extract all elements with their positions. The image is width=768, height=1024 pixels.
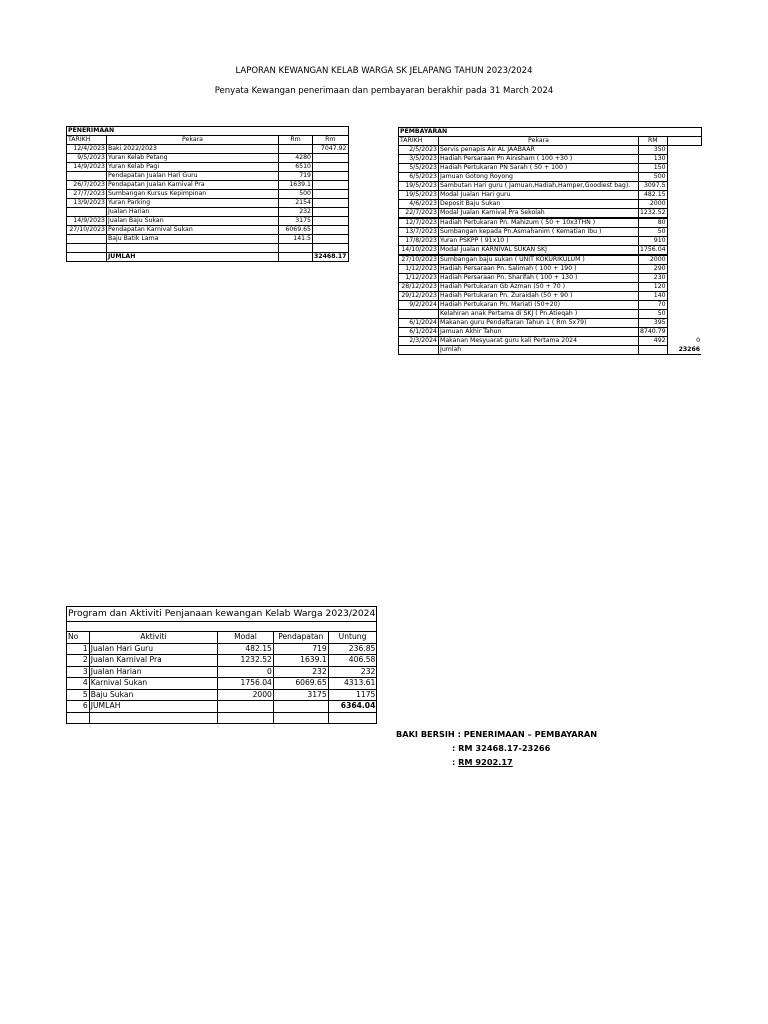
- profit-cell: 6364.04: [328, 701, 377, 713]
- item-cell: Sambutan Hari guru ( Jamuan,Hadiah,Hamper,Goodiest bag).: [439, 182, 639, 191]
- pembayaran-heading-row: [399, 128, 702, 137]
- item-cell: Baki 2022/2023: [107, 145, 279, 154]
- item-cell: Hadiah Persaraan Pn Ainisham ( 100 +30 ): [439, 155, 639, 164]
- no-cell: 6: [67, 701, 90, 713]
- date-cell: [67, 235, 107, 244]
- income-cell: 232: [273, 666, 328, 678]
- table-row: [399, 346, 702, 355]
- income-cell: 1639.1: [273, 655, 328, 667]
- table-row: [399, 255, 702, 265]
- date-cell: 22/7/2023: [399, 209, 439, 219]
- date-cell: 14/9/2023: [67, 217, 107, 226]
- total-cell: [667, 246, 701, 256]
- total-cell: [313, 208, 349, 217]
- table-row: [67, 689, 377, 701]
- total-cell: [667, 182, 701, 191]
- item-cell: Hadiah Persaraan Pn. Salimah ( 100 + 190 ): [439, 265, 639, 274]
- penerimaan-table: [66, 126, 349, 262]
- amount-cell: 1756.04: [640, 246, 666, 253]
- no-cell: 4: [67, 678, 90, 690]
- amount-cell: 8740.79: [640, 328, 666, 335]
- profit-cell: 4313.61: [328, 678, 377, 690]
- empty-cell: [328, 712, 377, 724]
- modal-cell: 482.15: [218, 643, 274, 655]
- amount-cell: 140: [639, 292, 668, 301]
- date-cell: 1/12/2023: [399, 265, 439, 274]
- amount-cell: 719: [279, 172, 313, 181]
- table-row: [67, 163, 349, 172]
- amount-cell: 500: [639, 173, 668, 182]
- date-cell: [67, 253, 107, 262]
- item-cell: Yuran PSKPP ( 91x10 ): [439, 237, 639, 246]
- date-cell: 2/3/2024: [399, 337, 439, 346]
- amount-cell: 500: [279, 190, 313, 199]
- item-cell: Pendapatan Karnival Sukan: [107, 226, 279, 235]
- table-row: [399, 319, 702, 328]
- table-row: [67, 172, 349, 181]
- date-cell: 27/7/2023: [67, 190, 107, 199]
- amount-cell: [279, 145, 313, 154]
- item-cell: Jamuan Gotong Royong: [439, 173, 639, 182]
- item-cell: Deposit Baju Sukan: [439, 200, 639, 209]
- no-cell: 3: [67, 666, 90, 678]
- item-cell: Sumbangan kepada Pn.Asmahanim ( Kematian Ibu ): [439, 228, 639, 237]
- item-cell: [107, 244, 279, 253]
- pembayaran-heading: PEMBAYARAN: [399, 128, 702, 137]
- activity-cell: Jualan Karnival Pra: [89, 655, 217, 667]
- amount-cell: 232: [279, 208, 313, 217]
- total-cell: [667, 255, 701, 265]
- no-cell: 1: [67, 643, 90, 655]
- table-row: [67, 666, 377, 678]
- amount-cell: 50: [639, 228, 668, 237]
- profit-cell: 236.85: [328, 643, 377, 655]
- baki-result-prefix: :: [452, 757, 459, 767]
- table-row: [67, 643, 377, 655]
- item-cell: Hadiah Pertukaran Gb Azman (50 + 70 ): [439, 283, 639, 292]
- item-cell: Yuran Kelab Petang: [107, 154, 279, 163]
- total-cell: [313, 172, 349, 181]
- date-cell: 2/5/2023: [399, 146, 439, 155]
- amount-cell: 6069.65: [279, 226, 313, 235]
- total-cell: 23266: [667, 346, 701, 355]
- column-header: Pekara: [439, 137, 639, 146]
- spacer-row: [67, 622, 377, 632]
- amount-cell: 6510: [279, 163, 313, 172]
- activity-cell: Jualan Harian: [89, 666, 217, 678]
- amount-cell: [279, 253, 313, 262]
- table-row: [67, 181, 349, 190]
- item-cell: Jualan Harian: [107, 208, 279, 217]
- total-cell: 32468.17: [314, 253, 347, 260]
- modal-cell: 1756.04: [218, 678, 274, 690]
- item-cell: Modal Jualan Karnival Pra Sekolah: [439, 209, 639, 219]
- item-cell: Sumbangan baju sukan ( UNIT KOKURIKULUM ): [439, 255, 639, 265]
- table-row: [399, 155, 702, 164]
- total-cell: 7047.92: [313, 145, 349, 154]
- table-row: [67, 208, 349, 217]
- profit-cell: 232: [328, 666, 377, 678]
- item-cell: JUMLAH: [107, 253, 279, 262]
- item-cell: Modal Jualan Hari guru: [439, 191, 639, 200]
- program-table: [66, 606, 377, 724]
- empty-row: [67, 712, 377, 724]
- date-cell: 5/5/2023: [399, 164, 439, 173]
- table-row: [399, 337, 702, 346]
- table-row: [399, 265, 702, 274]
- penerimaan-heading: PENERIMAAN: [67, 127, 349, 136]
- total-cell: [667, 328, 701, 337]
- income-cell: [273, 701, 328, 713]
- total-cell: [667, 283, 701, 292]
- column-header: Rm: [279, 136, 313, 145]
- item-cell: Pendapatan Jualan Karnival Pra: [107, 181, 279, 190]
- amount-cell: 70: [639, 301, 668, 310]
- total-cell: [667, 310, 701, 319]
- empty-cell: [89, 712, 217, 724]
- total-cell: [667, 228, 701, 237]
- table-row: [399, 301, 702, 310]
- column-header: Pekara: [107, 136, 279, 145]
- baki-bersih: [396, 727, 597, 769]
- item-cell: Makanan Mesyuarat guru kali Pertama 2024: [439, 337, 639, 346]
- date-cell: 19/5/2023: [399, 182, 439, 191]
- spacer-cell: [67, 622, 377, 632]
- amount-cell: 3097.5: [639, 182, 668, 191]
- item-cell: Makanan guru Pendaftaran Tahun 1 ( Rm 5x79): [439, 319, 639, 328]
- no-cell: 2: [67, 655, 90, 667]
- total-cell: [667, 265, 701, 274]
- pembayaran-header-row: [399, 137, 702, 146]
- amount-cell: 3175: [279, 217, 313, 226]
- date-cell: 12/7/2023: [399, 218, 439, 228]
- date-cell: 28/12/2023: [399, 283, 439, 292]
- item-cell: Modal Jualan KARNIVAL SUKAN SKJ: [439, 246, 639, 256]
- program-title: Program dan Aktiviti Penjanaan kewangan Kelab Warga 2023/2024: [67, 607, 377, 622]
- date-cell: 6/5/2023: [399, 173, 439, 182]
- activity-cell: Karnival Sukan: [89, 678, 217, 690]
- penerimaan-heading-row: [67, 127, 349, 136]
- amount-cell: 4280: [279, 154, 313, 163]
- total-cell: [313, 181, 349, 190]
- program-header-row: [67, 632, 377, 644]
- activity-cell: Jualan Hari Guru: [89, 643, 217, 655]
- penerimaan-header-row: [67, 136, 349, 145]
- table-row: [67, 253, 349, 262]
- item-cell: Baju Batik Lama: [107, 235, 279, 244]
- date-cell: 3/5/2023: [399, 155, 439, 164]
- total-cell: [667, 164, 701, 173]
- table-row: [399, 218, 702, 228]
- table-row: [399, 146, 702, 155]
- total-cell: [313, 154, 349, 163]
- baki-result: [396, 755, 597, 769]
- item-cell: Yuran Parking: [107, 199, 279, 208]
- table-row: [67, 701, 377, 713]
- table-row: [67, 190, 349, 199]
- income-cell: 719: [273, 643, 328, 655]
- amount-cell: 350: [639, 146, 668, 155]
- amount-cell: 120: [639, 283, 668, 292]
- table-row: [67, 226, 349, 235]
- report-title: LAPORAN KEWANGAN KELAB WARGA SK JELAPANG TAHUN 2023/2024: [235, 66, 533, 76]
- total-cell: [667, 292, 701, 301]
- table-row: [67, 678, 377, 690]
- total-cell: [667, 191, 701, 200]
- column-header: Modal: [218, 632, 274, 644]
- amount-cell: [639, 346, 668, 355]
- table-row: [399, 228, 702, 237]
- date-cell: 12/4/2023: [67, 145, 107, 154]
- no-cell: 5: [67, 689, 90, 701]
- table-row: [399, 246, 702, 256]
- amount-cell: 80: [639, 218, 668, 228]
- total-cell: [667, 209, 701, 219]
- date-cell: [67, 244, 107, 253]
- total-cell: [313, 244, 349, 253]
- table-row: [399, 310, 702, 319]
- column-header: RM: [639, 137, 668, 146]
- date-cell: 13/7/2023: [399, 228, 439, 237]
- report-subtitle: Penyata Kewangan penerimaan dan pembayaran berakhir pada 31 March 2024: [214, 86, 554, 96]
- total-cell: [313, 163, 349, 172]
- total-cell: [667, 274, 701, 283]
- income-cell: 6069.65: [273, 678, 328, 690]
- empty-cell: [67, 712, 90, 724]
- profit-cell: 406.58: [328, 655, 377, 667]
- total-cell: [313, 226, 349, 235]
- table-row: [399, 274, 702, 283]
- empty-cell: [218, 712, 274, 724]
- activity-cell: Baju Sukan: [89, 689, 217, 701]
- date-cell: 1/12/2023: [399, 274, 439, 283]
- date-cell: 6/1/2024: [399, 328, 439, 337]
- item-cell: Servis penapis Air AL JAABAAR: [439, 146, 639, 155]
- date-cell: [399, 310, 439, 319]
- amount-cell: 230: [639, 274, 668, 283]
- column-header: TARIKH: [399, 137, 439, 146]
- column-header: Aktiviti: [89, 632, 217, 644]
- column-header: TARIKH: [67, 136, 107, 145]
- total-cell: [313, 190, 349, 199]
- amount-cell: 395: [639, 319, 668, 328]
- amount-cell: 910: [639, 237, 668, 246]
- table-row: [67, 145, 349, 154]
- item-cell: Pendapatan Jualan Hari Guru: [107, 172, 279, 181]
- empty-cell: [273, 712, 328, 724]
- date-cell: 6/1/2024: [399, 319, 439, 328]
- pembayaran-table: [398, 127, 702, 355]
- date-cell: 14/9/2023: [67, 163, 107, 172]
- column-header: [667, 137, 701, 146]
- table-row: [67, 244, 349, 253]
- item-cell: Jamuan Akhir Tahun: [439, 328, 639, 337]
- table-row: [399, 200, 702, 209]
- table-row: [67, 199, 349, 208]
- baki-calculation: : RM 32468.17-23266: [452, 743, 551, 753]
- amount-cell: 50: [639, 310, 668, 319]
- total-cell: [313, 235, 349, 244]
- item-cell: Yuran Kelab Pagi: [107, 163, 279, 172]
- amount-cell: 492: [639, 337, 668, 346]
- amount-cell: [279, 244, 313, 253]
- item-cell: Hadiah Pertukaran Pn. Mariati (50+20): [439, 301, 639, 310]
- amount-cell: 482.15: [639, 191, 668, 200]
- column-header: No: [67, 632, 90, 644]
- item-cell: Hadiah Pertukaran PN Sarah ( 50 + 100 ): [439, 164, 639, 173]
- date-cell: [399, 346, 439, 355]
- table-row: [399, 182, 702, 191]
- total-cell: [313, 199, 349, 208]
- table-row: [67, 655, 377, 667]
- date-cell: 4/6/2023: [399, 200, 439, 209]
- table-row: [67, 217, 349, 226]
- item-cell: Hadiah Pertukaran Pn. Mahizum ( 50 + 10x3THN ): [439, 218, 639, 228]
- table-row: [399, 164, 702, 173]
- baki-result-value: RM 9202.17: [458, 757, 513, 767]
- item-cell: Hadiah Pertukaran Pn. Zuraidah (50 + 90 ): [439, 292, 639, 301]
- table-row: [67, 235, 349, 244]
- amount-cell: 290: [639, 265, 668, 274]
- table-row: [399, 328, 702, 337]
- date-cell: 9/5/2023: [67, 154, 107, 163]
- date-cell: 13/9/2023: [67, 199, 107, 208]
- date-cell: 19/5/2023: [399, 191, 439, 200]
- column-header: Untung: [328, 632, 377, 644]
- amount-cell: 1639.1: [279, 181, 313, 190]
- table-row: [399, 237, 702, 246]
- date-cell: 9/2/2024: [399, 301, 439, 310]
- table-row: [67, 154, 349, 163]
- amount-cell: 2154: [279, 199, 313, 208]
- table-row: [399, 209, 702, 219]
- total-cell: [667, 237, 701, 246]
- date-cell: 26/7/2023: [67, 181, 107, 190]
- date-cell: [67, 172, 107, 181]
- baki-formula: BAKI BERSIH : PENERIMAAN – PEMBAYARAN: [396, 729, 598, 739]
- date-cell: 27/10/2023: [399, 255, 439, 265]
- column-header: Pendapatan: [273, 632, 328, 644]
- amount-cell: 130: [639, 155, 668, 164]
- column-header: Rm: [313, 136, 349, 145]
- modal-cell: [218, 701, 274, 713]
- amount-cell: 150: [639, 164, 668, 173]
- total-cell: [667, 319, 701, 328]
- date-cell: 17/8/2023: [399, 237, 439, 246]
- date-cell: 29/12/2023: [399, 292, 439, 301]
- date-cell: [67, 208, 107, 217]
- amount-cell: 2000: [639, 255, 668, 265]
- total-cell: [313, 217, 349, 226]
- table-row: [399, 173, 702, 182]
- amount-cell: 2000: [639, 200, 668, 209]
- modal-cell: 0: [218, 666, 274, 678]
- item-cell: Jumlah: [439, 346, 639, 355]
- table-row: [399, 191, 702, 200]
- item-cell: Sumbangan Kursus Kepimpinan: [107, 190, 279, 199]
- income-cell: 3175: [273, 689, 328, 701]
- total-cell: [667, 200, 701, 209]
- item-cell: Kelahiran anak Pertama di SKJ ( Pn.Atieqah ): [439, 310, 639, 319]
- table-row: [399, 292, 702, 301]
- amount-cell: 1232.52: [640, 209, 666, 216]
- date-cell: 14/10/2023: [399, 246, 439, 256]
- date-cell: 27/10/2023: [67, 226, 107, 235]
- total-cell: [667, 218, 701, 228]
- amount-cell: 141.5: [279, 235, 313, 244]
- item-cell: Jualan Baju Sukan: [107, 217, 279, 226]
- total-cell: 0: [667, 337, 701, 346]
- total-cell: [667, 146, 701, 155]
- activity-cell: JUMLAH: [89, 701, 217, 713]
- item-cell: Hadiah Persaraan Pn. Sharifah ( 100 + 130 ): [439, 274, 639, 283]
- total-cell: [667, 173, 701, 182]
- total-cell: [667, 155, 701, 164]
- total-cell: [667, 301, 701, 310]
- table-row: [399, 283, 702, 292]
- modal-cell: 2000: [218, 689, 274, 701]
- program-title-row: [67, 607, 377, 622]
- modal-cell: 1232.52: [218, 655, 274, 667]
- profit-cell: 1175: [328, 689, 377, 701]
